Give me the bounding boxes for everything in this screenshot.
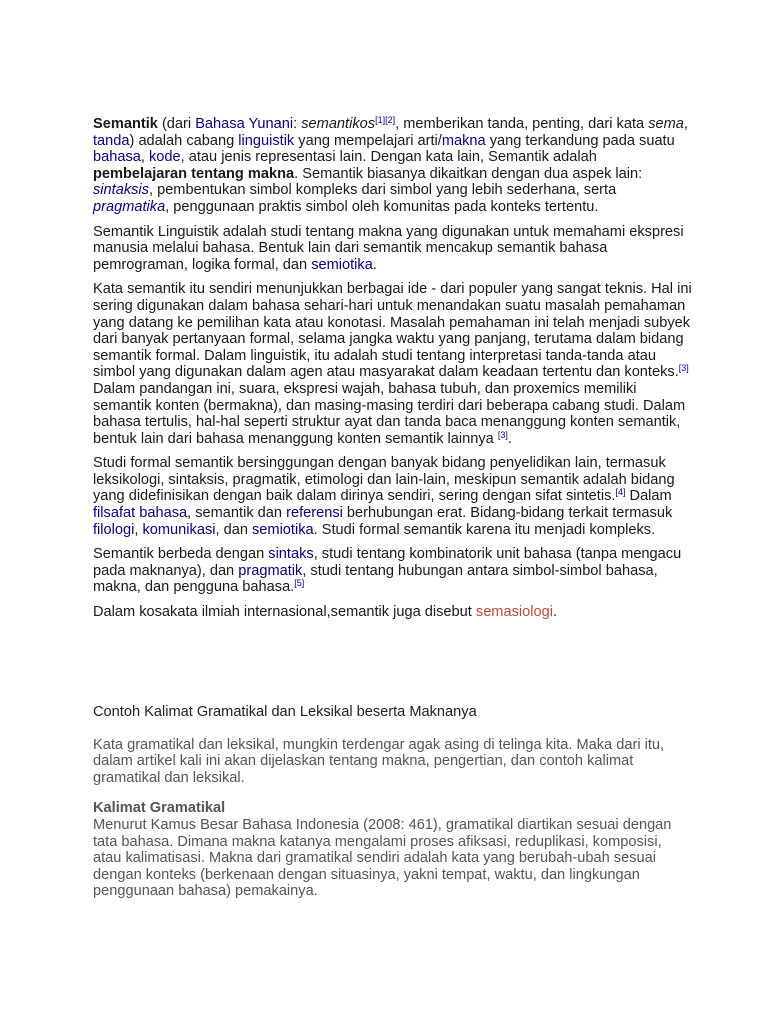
text: (dari <box>157 116 196 132</box>
citation[interactable] <box>615 487 625 497</box>
paragraph-kata-semantik <box>93 281 693 447</box>
link-filologi[interactable]: filologi <box>93 521 135 538</box>
text: Studi formal semantik bersinggungan dengan banyak bidang penyelidikan lain, termasuk leksikologi, sintaksis, pragmatik, etimologi dan lain-lain, meskipun semantik adalah bidang yang didefinisikan dengan baik dalam dirinya sendiri, sering dengan sifat sintetis. <box>93 455 675 505</box>
section-body <box>93 737 693 900</box>
text: : <box>293 116 302 132</box>
paragraph-studi-formal <box>93 455 693 538</box>
text: , penggunaan praktis simbol oleh komunitas pada konteks tertentu. <box>165 198 599 215</box>
section-intro: Kata gramatikal dan leksikal, mungkin terdengar agak asing di telinga kita. Maka dari itu, dalam artikel kali ini akan dijelaskan tentang makna, pengertian, dan contoh kalimat gramatikal dan leksikal. <box>93 736 665 786</box>
citation-link[interactable]: [3] <box>497 429 508 440</box>
citation[interactable] <box>679 363 689 373</box>
link-tanda[interactable]: tanda <box>93 132 130 149</box>
paragraph-intro <box>93 116 693 216</box>
text: , dan <box>215 521 252 538</box>
text: Dalam kosakata ilmiah internasional,semantik juga disebut <box>93 604 476 621</box>
link-bahasa-yunani[interactable]: Bahasa Yunani <box>195 116 294 132</box>
link-semasiologi[interactable]: semasiologi <box>475 604 553 621</box>
text: berhubungan erat. Bidang-bidang terkait termasuk <box>342 505 673 522</box>
citation[interactable] <box>375 115 395 125</box>
link-sintaksis[interactable]: sintaksis <box>93 182 149 199</box>
text: Dalam pandangan ini, suara, ekspresi wajah, bahasa tubuh, dan proxemics memiliki semantik konten (bermakna), dan masing-masing terdiri dari beberapa cabang studi. Dalam bahasa tertulis, hal-hal seperti struktur ayat dan tanda baca menanggung konten semantik, bentuk lain dari bahasa menanggung konten semantik lainnya <box>93 380 686 447</box>
kalimat-gramatikal-title: Kalimat Gramatikal <box>93 800 226 817</box>
text: , studi tentang hubungan antara simbol-simbol bahasa, makna, dan pengguna bahasa. <box>93 562 658 596</box>
text: Dalam <box>625 488 672 505</box>
text: , <box>683 116 688 132</box>
paragraph-linguistik <box>93 224 693 274</box>
link-pragmatik[interactable]: pragmatik <box>238 562 303 579</box>
text: , <box>140 149 149 166</box>
text: Kata semantik itu sendiri menunjukkan berbagai ide - dari populer yang sangat teknis. Hal ini sering digunakan dalam bahasa sehari-hari untuk menandakan suatu masalah pemahaman yang datang ke pemilihan kata atau konotasi. Masalah pemahaman ini telah menjadi subyek dari banyak pertanyaan formal, selama jangka waktu yang panjang, terutama dalam bidang semantik formal. Dalam linguistik, itu adalah studi tentang interpretasi tanda-tanda atau simbol yang digunakan dalam agen atau masyarakat dalam keadaan tertentu dan konteks. <box>93 281 692 381</box>
text: Semantik berbeda dengan <box>93 546 269 563</box>
term-semantik: Semantik <box>93 116 158 132</box>
text: , pembentukan simbol kompleks dari simbol yang lebih sederhana, serta <box>148 182 617 199</box>
term-semantikos: semantikos <box>301 116 376 132</box>
section-heading: Contoh Kalimat Gramatikal dan Leksikal beserta Maknanya <box>93 704 477 720</box>
citation[interactable] <box>294 578 304 588</box>
link-pragmatika[interactable]: pragmatika <box>93 198 166 215</box>
paragraph-kosakata <box>93 604 693 621</box>
text: . <box>552 604 558 621</box>
article-body <box>93 116 693 629</box>
link-komunikasi[interactable]: komunikasi <box>142 521 216 538</box>
link-semiotika[interactable]: semiotika <box>311 256 373 273</box>
section-contoh <box>93 704 693 908</box>
text: Semantik Linguistik adalah studi tentang makna yang digunakan untuk memahami ekspresi manusia melalui bahasa. Bentuk lain dari semantik mencakup semantik bahasa pemrograman, logika formal, dan <box>93 223 684 273</box>
text: , atau jenis representasi lain. Dengan kata lain, Semantik adalah <box>180 149 597 166</box>
text: . <box>372 256 377 273</box>
link-makna[interactable]: makna <box>441 132 486 149</box>
text: , memberikan tanda, penting, dari kata <box>395 116 649 132</box>
citation-link[interactable]: [2] <box>385 115 396 125</box>
term-sema: sema <box>648 116 684 132</box>
citation[interactable] <box>498 430 508 440</box>
text: . Studi formal semantik karena itu menjadi kompleks. <box>313 521 656 538</box>
text: , semantik dan <box>187 505 287 522</box>
text: . <box>507 430 512 447</box>
link-kode[interactable]: kode <box>149 149 181 166</box>
citation-link[interactable]: [4] <box>615 487 626 498</box>
paragraph-berbeda <box>93 546 693 596</box>
link-filsafat-bahasa[interactable]: filsafat bahasa <box>93 505 188 522</box>
text: yang mempelajari arti/ <box>294 132 442 149</box>
link-semiotika-2[interactable]: semiotika <box>252 521 314 538</box>
text: . Semantik biasanya dikaitkan dengan dua aspek lain: <box>294 165 643 182</box>
kalimat-gramatikal-body: Menurut Kamus Besar Bahasa Indonesia (2008: 461), gramatikal diartikan sesuai dengan tata bahasa. Dimana makna katanya mengalami proses afiksasi, reduplikasi, komposisi, atau kalimatisasi. Makna dari gramatikal sendiri adalah kata yang berubah-ubah sesuai dengan konteks (berkenaan dengan situasinya, yakni tempat, waktu, dan lingkungan penggunaan bahasa) pemakainya. <box>93 816 672 900</box>
link-linguistik[interactable]: linguistik <box>238 132 295 149</box>
citation-link[interactable]: [3] <box>678 363 689 374</box>
citation-link[interactable]: [5] <box>294 578 305 589</box>
link-referensi[interactable]: referensi <box>286 505 343 522</box>
text: , studi tentang kombinatorik unit bahasa (tanpa mengacu pada maknanya), dan <box>93 546 682 579</box>
link-sintaks[interactable]: sintaks <box>268 546 314 563</box>
text: yang terkandung pada suatu <box>485 132 675 149</box>
citation-link[interactable]: [1] <box>375 115 386 125</box>
link-bahasa[interactable]: bahasa <box>93 149 141 166</box>
term-pembelajaran: pembelajaran tentang makna <box>93 165 295 182</box>
text: , <box>134 521 143 538</box>
text: ) adalah cabang <box>129 132 239 149</box>
